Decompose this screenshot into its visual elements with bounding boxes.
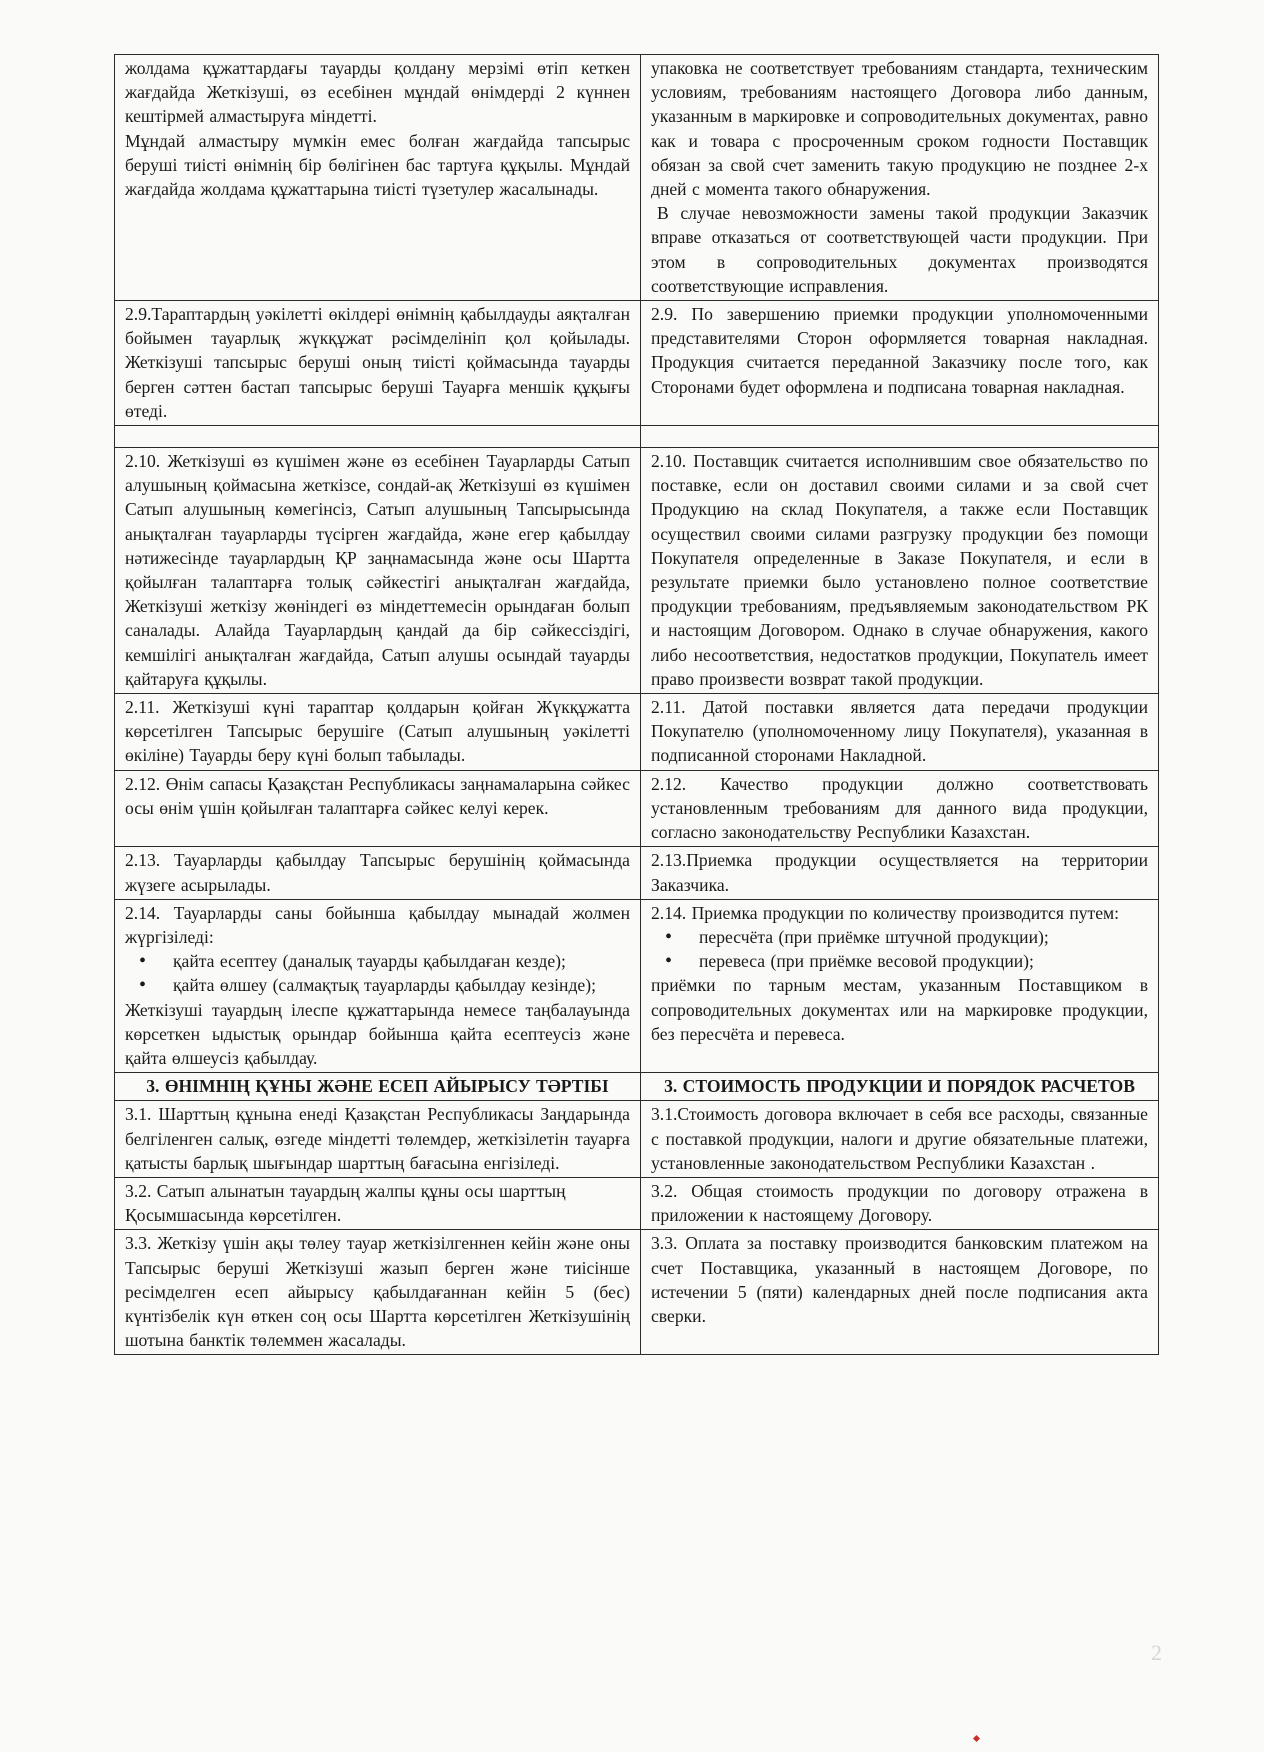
kz-cell: 2.10. Жеткізуші өз күшімен және өз есебінен Тауарларды Сатып алушының қоймасына жеткізсе, сондай-ақ Жеткізуші өз күшімен Сатып алушының көмегінсіз, Сатып алушының Тапсырысында анықталған тауарларды түсірген жағдайда, және егер қабылдау нәтижесінде тауарлардың ҚР заңнамасында және осы Шартта қойылған талаптарға толық сәйкестігі анықталған жағдайда, Жеткізуші жеткізу жөніндегі өз міндеттемесін орындаған болып саналады. Алайда Тауарлардың қандай да бір сәйкессіздігі, кемшілігі анықталған жағдайда, Сатып алушы осындай тауарды қайтаруға құқылы. [115, 448, 641, 694]
table-row [115, 899, 1159, 1072]
section-heading-row [115, 1073, 1159, 1101]
empty-cell [115, 426, 641, 448]
list-item: • қайта есептеу (даналық тауарды қабылдаған кезде); [173, 949, 630, 973]
ru-cell: 2.11. Датой поставки является дата передачи продукции Покупателю (уполномоченному лицу Покупателя), указанная в подписанной сторонами Накладной. [641, 694, 1159, 771]
kz-cell: 2.13. Тауарларды қабылдау Тапсырыс берушінің қоймасында жүзеге асырылады. [115, 847, 641, 899]
section-heading-ru: 3. СТОИМОСТЬ ПРОДУКЦИИ И ПОРЯДОК РАСЧЕТОВ [641, 1073, 1159, 1101]
ru-cell: 2.10. Поставщик считается исполнившим свое обязательство по поставке, если он доставил своими силами и за свой счет Продукцию на склад Покупателя, а также если Поставщик осуществил своими силами разгрузку продукции без помощи Покупателя определенные в Заказе Покупателя, и если в результате приемки было установлено полное соответствие продукции требованиям, предъявляемым законодательством РК и настоящим Договором. Однако в случае обнаружения, какого либо несоответствия, недостатков продукции, Покупатель имеет право произвести возврат такой продукции. [641, 448, 1159, 694]
bilingual-contract-table [114, 54, 1159, 1355]
ru-cell: 2.9. По завершению приемки продукции уполномоченными представителями Сторон оформляется товарная накладная. Продукция считается переданной Заказчику после того, как Сторонами будет оформлена и подписана товарная накладная. [641, 301, 1159, 426]
empty-row [115, 426, 1159, 448]
kz-cell: 2.9.Тараптардың уәкілетті өкілдері өнімнің қабылдауды аяқталған бойымен тауарлық жүкқұжат рәсімделініп қол қойылады. Жеткізуші тапсырыс беруші оның тиісті қоймасында тауарды берген сәттен бастап тапсырыс беруші Тауарға меншік құқығы өтеді. [115, 301, 641, 426]
table-row [115, 1101, 1159, 1178]
ru-cell: 2.14. Приемка продукции по количеству производится путем: • пересчёта (при приёмке штучной продукции); • перевеса (при приёмке весовой продукции); приёмки по тарным местам, указанным Поставщиком в сопроводительных документах или на маркировке продукции, без пересчёта и перевеса. [641, 899, 1159, 1072]
ru-cell: 2.13.Приемка продукции осуществляется на территории Заказчика. [641, 847, 1159, 899]
list-item: • пересчёта (при приёмке штучной продукции); [699, 925, 1148, 949]
table-row [115, 1177, 1159, 1229]
scan-artifact-dot [973, 1735, 980, 1742]
empty-cell [641, 426, 1159, 448]
table-row [115, 847, 1159, 899]
list-item: • қайта өлшеу (салмақтық тауарларды қабылдау кезінде); [173, 973, 630, 997]
ru-cell: 2.12. Качество продукции должно соответствовать установленным требованиям для данного вида продукции, согласно законодательству Республики Казахстан. [641, 770, 1159, 847]
list-item: • перевеса (при приёмке весовой продукции); [699, 949, 1148, 973]
kz-cell: 3.3. Жеткізу үшін ақы төлеу тауар жеткізілгеннен кейін және оны Тапсырыс беруші Жеткізуші жазып берген және тиісінше ресімделген есеп айырысу қабылдағаннан кейін 5 (бес) күнтізбелік күн өткен соң осы Шартта көрсетілген Жеткізушінің шотына банктік төлеммен жасалады. [115, 1230, 641, 1355]
table-row [115, 770, 1159, 847]
kz-cell: 3.2. Сатып алынатын тауардың жалпы құны осы шарттың Қосымшасында көрсетілген. [115, 1177, 641, 1229]
ru-cell: упаковка не соответствует требованиям стандарта, техническим условиям, требованиям настоящего Договора либо данным, указанным в маркировке и сопроводительных документах, равно как и товара с просроченным сроком годности Поставщик обязан за свой счет заменить такую продукцию не позднее 2-х дней с момента такого обнаружения. В случае невозможности замены такой продукции Заказчик вправе отказаться от соответствующей части продукции. При этом в сопроводительных документах производятся соответствующие исправления. [641, 55, 1159, 301]
ru-bullet-list [651, 925, 1148, 973]
table-row [115, 55, 1159, 301]
table-row [115, 448, 1159, 694]
ru-cell: 3.1.Стоимость договора включает в себя все расходы, связанные с поставкой продукции, налоги и другие обязательные платежи, установленные законодательством Республики Казахстан . [641, 1101, 1159, 1178]
kz-bullet-list [125, 949, 630, 997]
kz-cell: 2.12. Өнім сапасы Қазақстан Республикасы заңнамаларына сәйкес осы өнім үшін қойылған талаптарға сәйкес келуі керек. [115, 770, 641, 847]
section-heading-kz: 3. ӨНІМНІҢ ҚҰНЫ ЖӘНЕ ЕСЕП АЙЫРЫСУ ТӘРТІБІ [115, 1073, 641, 1101]
table-row [115, 694, 1159, 771]
kz-cell: 2.11. Жеткізуші күні тараптар қолдарын қойған Жүкқұжатта көрсетілген Тапсырыс берушіге (Сатып алушының уәкілетті өкіліне) Тауарды беру күні болып табылады. [115, 694, 641, 771]
table-row [115, 1230, 1159, 1355]
table-row [115, 301, 1159, 426]
kz-cell: 2.14. Тауарларды саны бойынша қабылдау мынадай жолмен жүргізіледі: • қайта есептеу (даналық тауарды қабылдаған кезде); • қайта өлшеу (салмақтық тауарларды қабылдау кезінде); Жеткізуші тауардың ілеспе құжаттарында немесе таңбалауында көрсеткен ыдыстық орындар бойынша қайта есептеусіз және қайта өлшеусіз қабылдау. [115, 899, 641, 1072]
kz-cell: 3.1. Шарттың құнына енеді Қазақстан Республикасы Заңдарында белгіленген салық, өзгеде міндетті төлемдер, жеткізілетін тауарға қатысты барлық шығындар шарттың бағасына енгізіледі. [115, 1101, 641, 1178]
contract-page [114, 54, 1158, 1355]
ru-cell: 3.3. Оплата за поставку производится банковским платежом на счет Поставщика, указанный в настоящем Договоре, по истечении 5 (пяти) календарных дней после подписания акта сверки. [641, 1230, 1159, 1355]
ru-cell: 3.2. Общая стоимость продукции по договору отражена в приложении к настоящему Договору. [641, 1177, 1159, 1229]
kz-cell: жолдама құжаттардағы тауарды қолдану мерзімі өтіп кеткен жағдайда Жеткізуші, өз есебінен мұндай өнімдерді 2 күннен кештірмей алмастыруға міндетті. Мұндай алмастыру мүмкін емес болған жағдайда тапсырыс беруші тиісті өнімнің бір бөлігінен бас тартуға құқылы. Мұндай жағдайда жолдама құжаттарына тиісті түзетулер жасалынады. [115, 55, 641, 301]
page-number: 2 [1151, 1640, 1162, 1665]
